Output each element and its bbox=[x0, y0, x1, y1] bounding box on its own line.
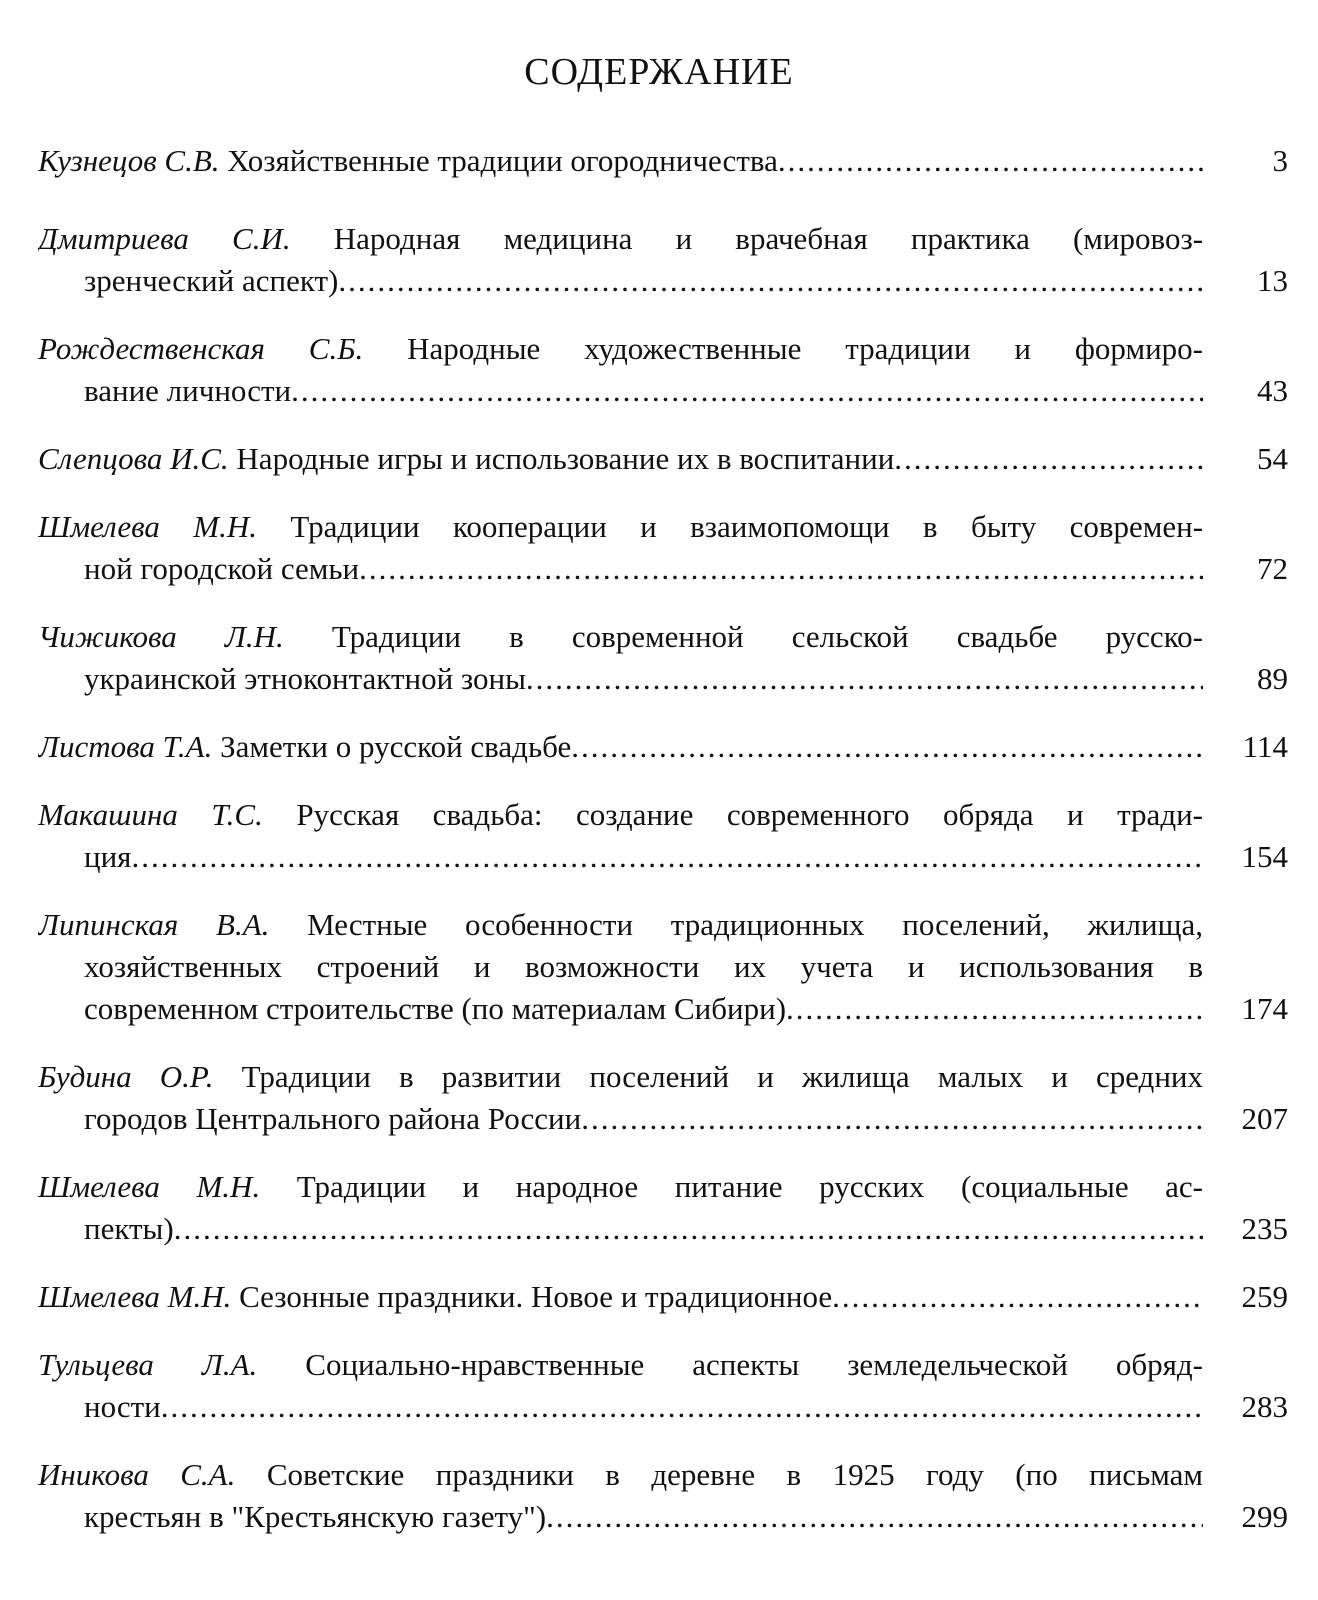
toc-title-part: Социально-нравственные аспекты земледельческой обряд- bbox=[305, 1347, 1203, 1382]
toc-entry-line bbox=[38, 1056, 1203, 1098]
toc-author: Кузнецов С.В. bbox=[38, 143, 220, 178]
toc-entry-text bbox=[38, 1454, 1203, 1538]
toc-entry-line bbox=[38, 1344, 1203, 1386]
toc-title-part: Народная медицина и врачебная практика (мировоз- bbox=[333, 221, 1203, 256]
toc-entry-text bbox=[38, 794, 1203, 878]
toc-author: Шмелева М.Н. bbox=[38, 1279, 232, 1314]
toc-entry-line bbox=[38, 1208, 1203, 1250]
toc-entry-line bbox=[38, 946, 1203, 988]
toc-entry-line-text bbox=[38, 438, 894, 480]
toc-entry-line-text bbox=[84, 1386, 161, 1428]
toc-title-part: вание личности bbox=[84, 373, 292, 408]
toc-title-part: Заметки о русской свадьбе bbox=[220, 729, 572, 764]
toc-title-part: современном строительстве (по материалам Сибири) bbox=[84, 991, 787, 1026]
toc-entry-text bbox=[38, 140, 1203, 182]
dot-leader bbox=[359, 548, 1203, 590]
dot-leader bbox=[174, 1208, 1203, 1250]
dot-leader bbox=[778, 140, 1203, 182]
dot-leader bbox=[161, 1386, 1203, 1428]
toc-entry-line-text bbox=[84, 1098, 581, 1140]
toc-entry bbox=[38, 506, 1288, 590]
dot-leader bbox=[131, 836, 1203, 878]
toc-entry-line-text bbox=[84, 370, 291, 412]
toc-entry-text bbox=[38, 1344, 1203, 1428]
toc-title-part: Русская свадьба: создание современного обряда и тради- bbox=[296, 797, 1203, 832]
toc-page-number: 54 bbox=[1257, 441, 1288, 476]
toc-entry bbox=[38, 140, 1288, 182]
toc-title-part: Традиции кооперации и взаимопомощи в быту современ- bbox=[290, 509, 1203, 544]
toc-page-number: 3 bbox=[1272, 143, 1288, 178]
toc-title-part: Местные особенности традиционных поселений, жилища, bbox=[307, 907, 1203, 942]
toc-author: Шмелева М.Н. bbox=[38, 509, 257, 544]
toc-title-part: Традиции в современной сельской свадьбе русско- bbox=[331, 619, 1203, 654]
toc-entry-line-text bbox=[84, 988, 786, 1030]
toc-title-part: зренческий аспект) bbox=[84, 263, 339, 298]
toc-title-part: хозяйственных строений и возможности их учета и использования в bbox=[84, 949, 1203, 984]
toc-title-part: Традиции в развитии поселений и жилища малых и средних bbox=[241, 1059, 1203, 1094]
toc-entry-line-text bbox=[84, 658, 526, 700]
toc-entry bbox=[38, 726, 1288, 768]
toc-entry-text bbox=[38, 904, 1203, 1030]
toc-entry-line bbox=[38, 794, 1203, 836]
toc-author: Липинская В.А. bbox=[38, 907, 270, 942]
toc-entry bbox=[38, 1166, 1288, 1250]
toc-entry-text bbox=[38, 1276, 1203, 1318]
toc-author: Иникова С.А. bbox=[38, 1457, 236, 1492]
toc-entry-line-text bbox=[84, 1208, 174, 1250]
toc-entry bbox=[38, 328, 1288, 412]
dot-leader bbox=[581, 1098, 1203, 1140]
toc-page-number: 13 bbox=[1257, 263, 1288, 298]
toc-entry-line bbox=[38, 1386, 1203, 1428]
toc-entry-line bbox=[38, 1496, 1203, 1538]
toc-entry-text bbox=[38, 616, 1203, 700]
toc-page-number: 154 bbox=[1241, 839, 1288, 874]
toc-page-number: 114 bbox=[1242, 729, 1288, 764]
toc-page-number: 72 bbox=[1257, 551, 1288, 586]
toc-author: Слепцова И.С. bbox=[38, 441, 229, 476]
toc-author: Будина О.Р. bbox=[38, 1059, 214, 1094]
toc-entry bbox=[38, 218, 1288, 302]
toc-page-number: 174 bbox=[1241, 991, 1288, 1026]
toc-entry-line bbox=[38, 726, 1203, 768]
toc-entry bbox=[38, 438, 1288, 480]
toc-entry-text bbox=[38, 1166, 1203, 1250]
toc-entry-line bbox=[38, 548, 1203, 590]
dot-leader bbox=[832, 1276, 1203, 1318]
toc-page-number: 259 bbox=[1241, 1279, 1288, 1314]
dot-leader bbox=[338, 260, 1203, 302]
toc-entry-line bbox=[38, 370, 1203, 412]
toc-entry-line-text bbox=[38, 140, 778, 182]
toc-title-part: украинской этноконтактной зоны bbox=[84, 661, 526, 696]
toc-page-number: 89 bbox=[1257, 661, 1288, 696]
toc-page-number: 43 bbox=[1257, 373, 1288, 408]
toc-title-part: пекты) bbox=[84, 1211, 174, 1246]
toc-page-number: 207 bbox=[1241, 1101, 1288, 1136]
toc-entry bbox=[38, 1454, 1288, 1538]
toc-entry-line bbox=[38, 1276, 1203, 1318]
toc-title-part: Сезонные праздники. Новое и традиционное bbox=[239, 1279, 833, 1314]
toc-entry-line-text bbox=[84, 260, 338, 302]
toc-author: Дмитриева С.И. bbox=[38, 221, 291, 256]
toc-title-part: ности bbox=[84, 1389, 161, 1424]
toc-entry-line-text bbox=[84, 1496, 546, 1538]
toc-entry bbox=[38, 1056, 1288, 1140]
toc-entry-line bbox=[38, 1166, 1203, 1208]
dot-leader bbox=[291, 370, 1203, 412]
toc-entry-line-text bbox=[38, 1276, 832, 1318]
toc-title-part: ция bbox=[84, 839, 132, 874]
dot-leader bbox=[546, 1496, 1203, 1538]
toc-title-part: Советские праздники в деревне в 1925 году (по письмам bbox=[266, 1457, 1203, 1492]
toc-entry bbox=[38, 1276, 1288, 1318]
toc-entry bbox=[38, 616, 1288, 700]
dot-leader bbox=[894, 438, 1203, 480]
toc-author: Рождественская С.Б. bbox=[38, 331, 364, 366]
toc-entry bbox=[38, 1344, 1288, 1428]
toc-title-part: Народные художественные традиции и формиро- bbox=[407, 331, 1203, 366]
toc-entry-text bbox=[38, 726, 1203, 768]
toc-entry-line bbox=[38, 328, 1203, 370]
toc-entry-line bbox=[38, 904, 1203, 946]
toc-entry-line-text bbox=[38, 726, 571, 768]
toc-author: Макашина Т.С. bbox=[38, 797, 263, 832]
toc-entry-line bbox=[38, 988, 1203, 1030]
toc-entry-line bbox=[38, 218, 1203, 260]
toc-page-number: 299 bbox=[1241, 1499, 1288, 1534]
toc-entry bbox=[38, 904, 1288, 1030]
dot-leader bbox=[571, 726, 1203, 768]
dot-leader bbox=[786, 988, 1203, 1030]
toc-entry-line bbox=[38, 658, 1203, 700]
toc-author: Листова Т.А. bbox=[38, 729, 213, 764]
toc-entry-text bbox=[38, 506, 1203, 590]
toc-page-number: 283 bbox=[1241, 1389, 1288, 1424]
toc-author: Тульцева Л.А. bbox=[38, 1347, 258, 1382]
toc-entry-line bbox=[38, 836, 1203, 878]
toc-entry-line bbox=[38, 1098, 1203, 1140]
toc-entry-line bbox=[38, 140, 1203, 182]
toc-entry-text bbox=[38, 218, 1203, 302]
toc-title-part: городов Центрального района России bbox=[84, 1101, 582, 1136]
toc-author: Шмелева М.Н. bbox=[38, 1169, 261, 1204]
toc-entry-line bbox=[38, 260, 1203, 302]
toc-entry-text bbox=[38, 328, 1203, 412]
toc-entry-line bbox=[38, 616, 1203, 658]
toc-title-part: Традиции и народное питание русских (социальные ас- bbox=[296, 1169, 1203, 1204]
toc-entry-text bbox=[38, 438, 1203, 480]
toc-title-part: Народные игры и использование их в воспитании bbox=[236, 441, 895, 476]
page-title: СОДЕРЖАНИЕ bbox=[524, 51, 794, 93]
toc-title-part: крестьян в "Крестьянскую газету") bbox=[84, 1499, 547, 1534]
toc-title-part: Хозяйственные традиции огородничества bbox=[227, 143, 778, 178]
toc-entry-text bbox=[38, 1056, 1203, 1140]
dot-leader bbox=[526, 658, 1203, 700]
toc-entry-line-text bbox=[84, 548, 359, 590]
toc-title-part: ной городской семьи bbox=[84, 551, 360, 586]
toc-entry-line bbox=[38, 438, 1203, 480]
toc-entry-line bbox=[38, 1454, 1203, 1496]
toc-author: Чижикова Л.Н. bbox=[38, 619, 284, 654]
toc-entry-line-text bbox=[84, 836, 131, 878]
toc-entry-line bbox=[38, 506, 1203, 548]
toc-entry bbox=[38, 794, 1288, 878]
toc-page-number: 235 bbox=[1241, 1211, 1288, 1246]
